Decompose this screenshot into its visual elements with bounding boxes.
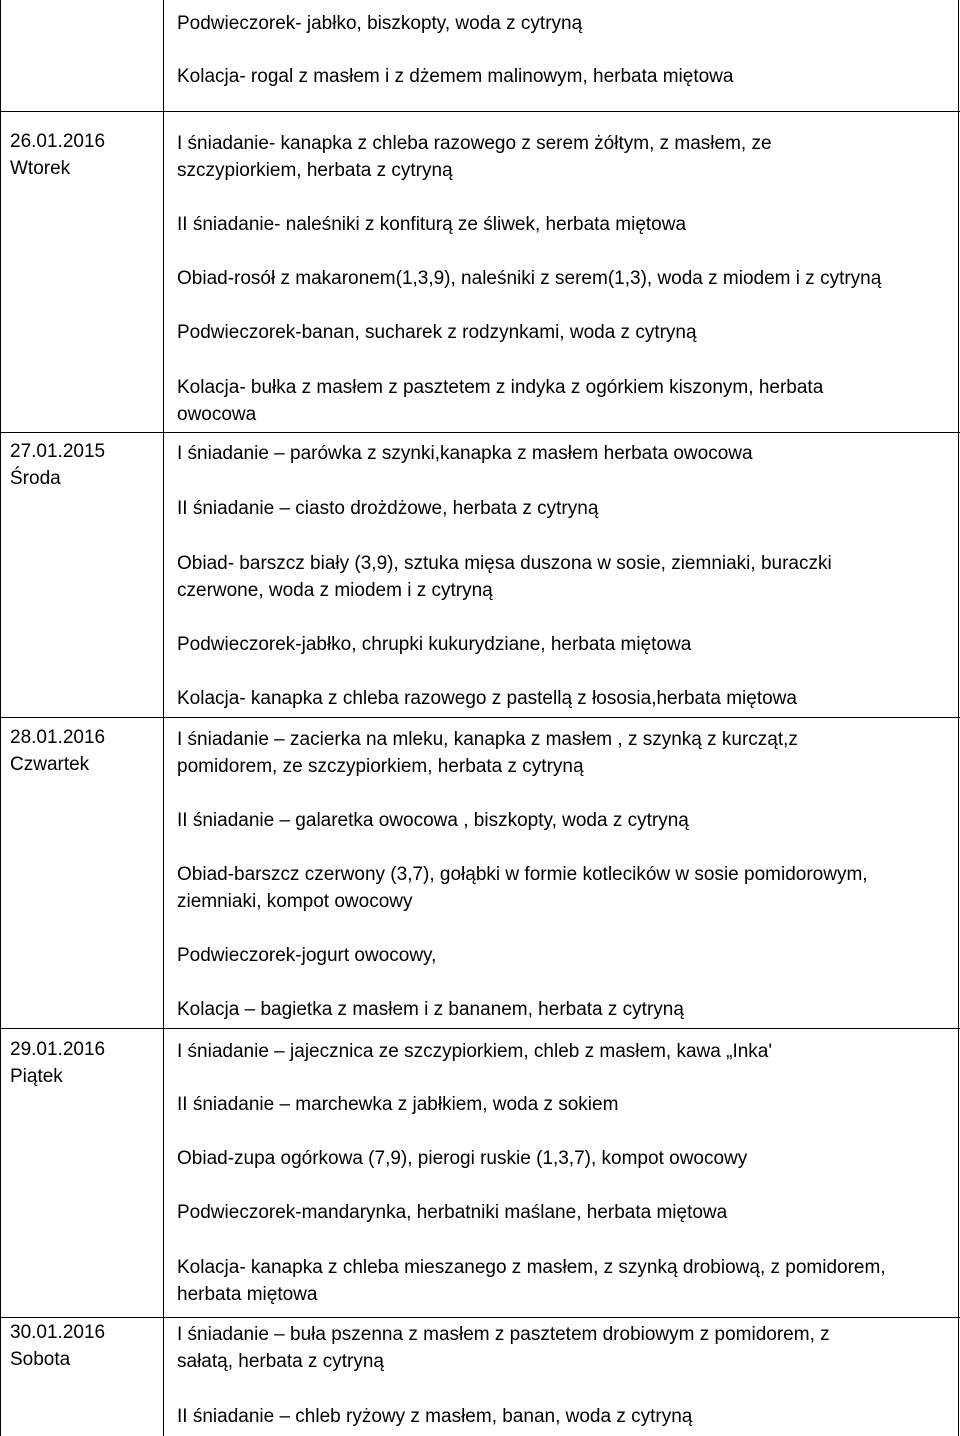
meal-line: Obiad- barszcz biały (3,9), sztuka mięsa duszona w sosie, ziemniaki, buraczki xyxy=(177,553,832,574)
day-date: 26.01.2016 xyxy=(10,131,106,152)
meal-line: I śniadanie – jajecznica ze szczypiorkiem, chleb z masłem, kawa „Inka' xyxy=(177,1041,772,1062)
intro-podwieczorek: Podwieczorek- jabłko, biszkopty, woda z cytryną xyxy=(177,13,583,34)
meal-line: Kolacja – bagietka z masłem i z bananem, herbata z cytryną xyxy=(177,999,684,1020)
meal-line: pomidorem, ze szczypiorkiem, herbata z cytryną xyxy=(177,756,584,777)
day-date: 27.01.2015 xyxy=(10,441,106,462)
row-divider xyxy=(0,1317,960,1318)
meal-line: Kolacja- kanapka z chleba mieszanego z masłem, z szynką drobiową, z pomidorem, xyxy=(177,1257,886,1278)
table-border-right xyxy=(958,0,959,1436)
meal-line: ziemniaki, kompot owocowy xyxy=(177,891,413,912)
meal-line: szczypiorkiem, herbata z cytryną xyxy=(177,160,453,181)
meal-line: I śniadanie – parówka z szynki,kanapka z masłem herbata owocowa xyxy=(177,443,753,464)
day-weekday: Czwartek xyxy=(10,754,90,775)
meal-line: I śniadanie – zacierka na mleku, kanapka z masłem , z szynką z kurcząt,z xyxy=(177,729,798,750)
intro-kolacja: Kolacja- rogal z masłem i z dżemem malinowym, herbata miętowa xyxy=(177,66,734,87)
day-weekday: Środa xyxy=(10,468,61,489)
meal-line: Kolacja- kanapka z chleba razowego z pastellą z łososia,herbata miętowa xyxy=(177,688,797,709)
row-divider xyxy=(0,111,960,112)
row-divider xyxy=(0,432,960,433)
meal-line: Podwieczorek-mandarynka, herbatniki maślane, herbata miętowa xyxy=(177,1202,728,1223)
day-weekday: Wtorek xyxy=(10,158,71,179)
meal-line: II śniadanie – marchewka z jabłkiem, woda z sokiem xyxy=(177,1094,619,1115)
row-divider xyxy=(0,717,960,718)
meal-line: II śniadanie – galaretka owocowa , biszkopty, woda z cytryną xyxy=(177,810,689,831)
meal-line: czerwone, woda z miodem i z cytryną xyxy=(177,580,493,601)
meal-line: sałatą, herbata z cytryną xyxy=(177,1351,384,1372)
day-label xyxy=(10,1036,105,1090)
meal-line: I śniadanie- kanapka z chleba razowego z serem żółtym, z masłem, ze xyxy=(177,133,772,154)
meal-line: Podwieczorek-jabłko, chrupki kukurydziane, herbata miętowa xyxy=(177,634,692,655)
meal-line: I śniadanie – buła pszenna z masłem z pasztetem drobiowym z pomidorem, z xyxy=(177,1324,830,1345)
day-date: 29.01.2016 xyxy=(10,1039,106,1060)
meal-line: II śniadanie- naleśniki z konfiturą ze śliwek, herbata miętowa xyxy=(177,214,687,235)
row-divider xyxy=(0,1028,960,1029)
day-label xyxy=(10,724,105,778)
meal-line: II śniadanie – ciasto drożdżowe, herbata z cytryną xyxy=(177,498,599,519)
day-date: 28.01.2016 xyxy=(10,727,106,748)
meal-line: owocowa xyxy=(177,404,257,425)
meal-line: Obiad-barszcz czerwony (3,7), gołąbki w formie kotlecików w sosie pomidorowym, xyxy=(177,864,868,885)
column-divider xyxy=(163,0,164,1436)
table-border-left xyxy=(0,0,1,1436)
day-label xyxy=(10,128,105,182)
day-weekday: Piątek xyxy=(10,1066,63,1087)
meal-line: Podwieczorek-banan, sucharek z rodzynkami, woda z cytryną xyxy=(177,322,697,343)
meal-line: herbata miętowa xyxy=(177,1284,318,1305)
meal-line: II śniadanie – chleb ryżowy z masłem, banan, woda z cytryną xyxy=(177,1406,693,1427)
day-date: 30.01.2016 xyxy=(10,1322,106,1343)
meal-line: Podwieczorek-jogurt owocowy, xyxy=(177,945,437,966)
day-weekday: Sobota xyxy=(10,1349,71,1370)
day-label xyxy=(10,438,105,492)
meal-line: Obiad-zupa ogórkowa (7,9), pierogi ruskie (1,3,7), kompot owocowy xyxy=(177,1148,748,1169)
meal-line: Obiad-rosół z makaronem(1,3,9), naleśniki z serem(1,3), woda z miodem i z cytryną xyxy=(177,268,882,289)
meal-line: Kolacja- bułka z masłem z pasztetem z indyka z ogórkiem kiszonym, herbata xyxy=(177,377,824,398)
day-label xyxy=(10,1319,105,1373)
